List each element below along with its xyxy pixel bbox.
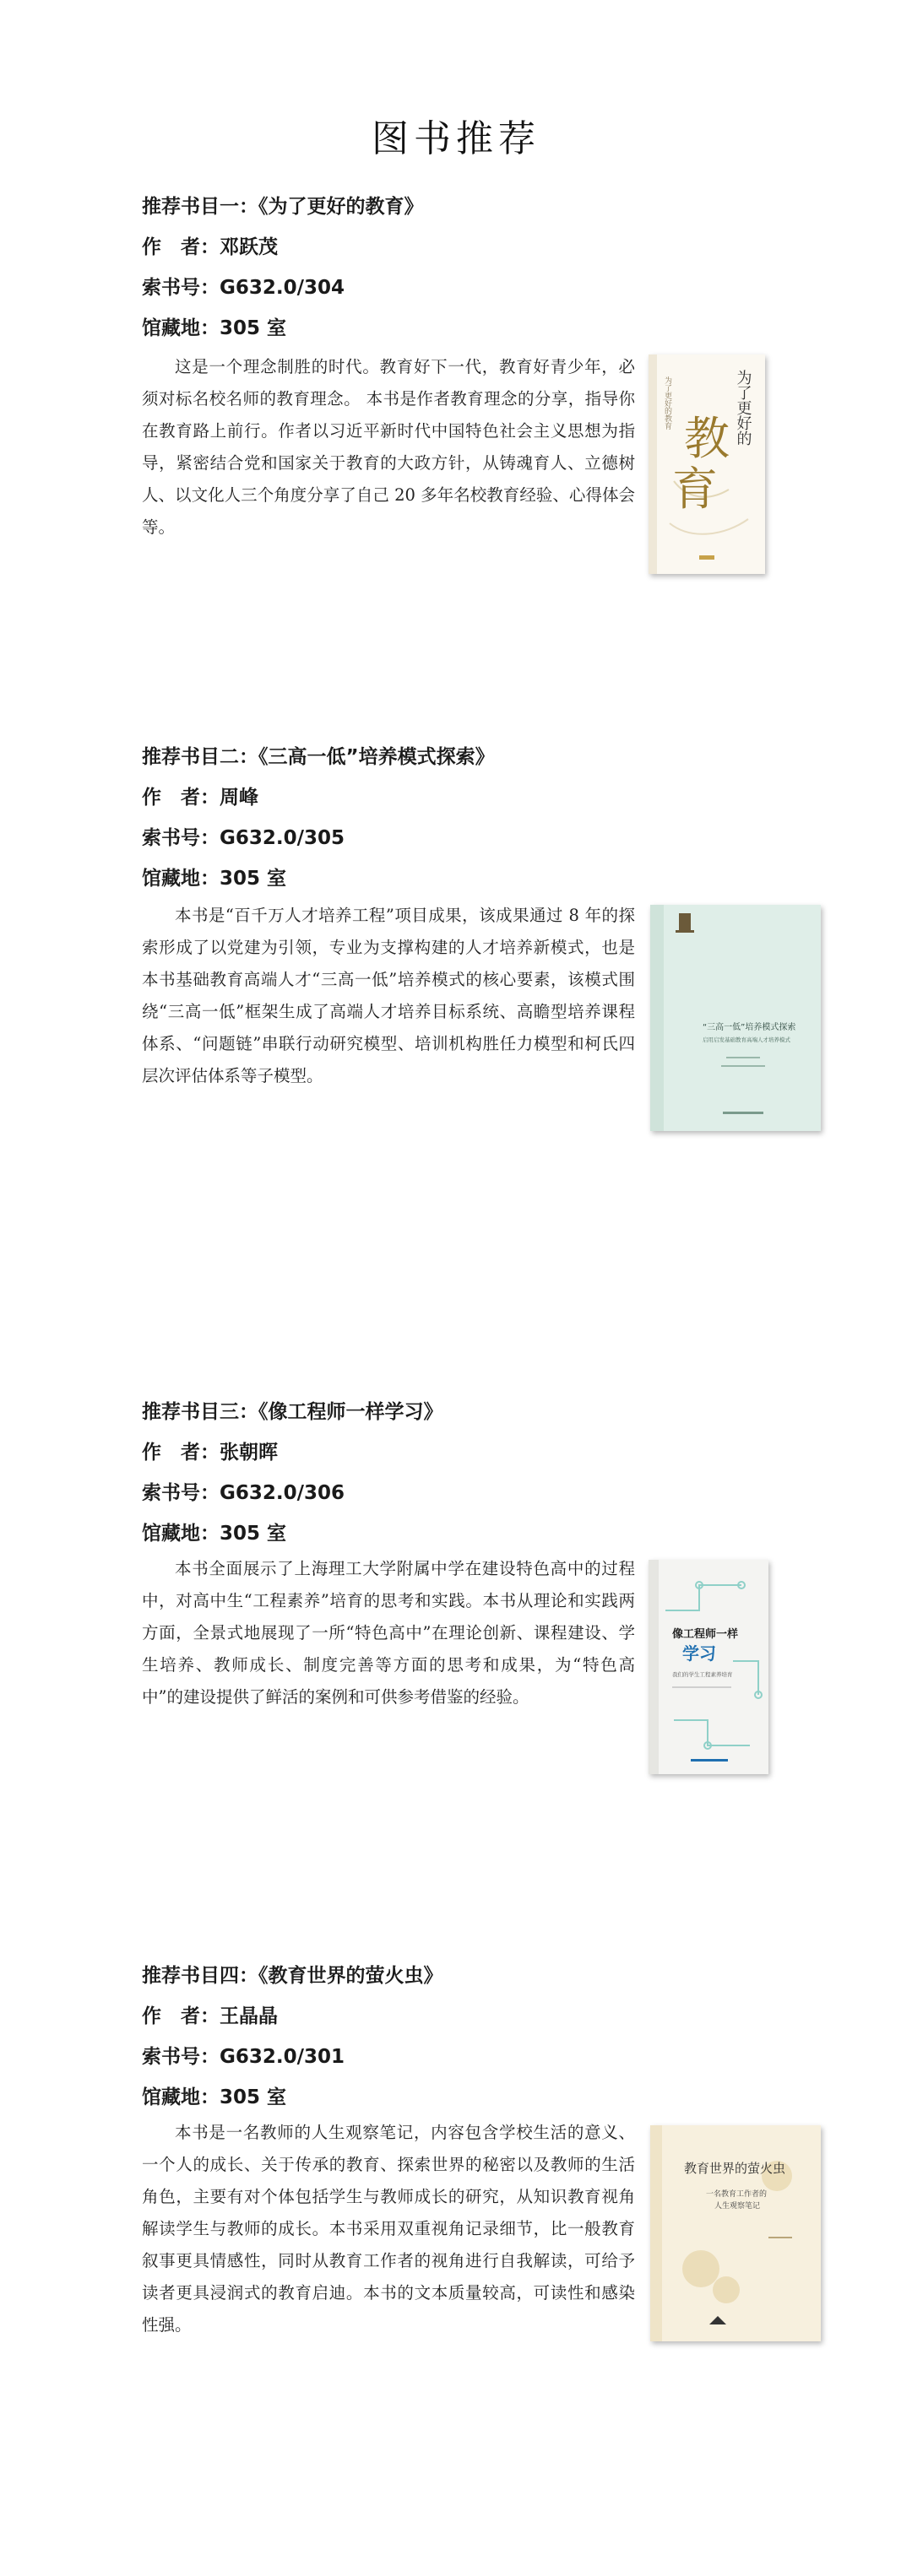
book-location <box>142 2081 286 2109</box>
author-value: 邓跃茂 <box>220 236 278 258</box>
cover-title-2: 学习 <box>682 1643 716 1664</box>
callno-label: 索书号： <box>142 277 220 299</box>
location-value: 305 室 <box>220 868 287 890</box>
callno-value: G632.0/304 <box>220 277 345 299</box>
book-location <box>142 863 286 890</box>
location-label: 馆藏地： <box>142 1523 220 1545</box>
cover-title-char-1: 教 <box>684 412 730 465</box>
book-location <box>142 1518 286 1545</box>
callno-value: G632.0/305 <box>220 827 345 849</box>
callno-label: 索书号： <box>142 1482 220 1504</box>
book-location <box>142 312 286 340</box>
page-title: 图书推荐 <box>372 117 540 160</box>
book-cover-1 <box>649 354 765 574</box>
book-callno <box>142 1477 345 1505</box>
cover-subtitle-1: 一名教育工作者的 <box>706 2190 768 2199</box>
book-description: 本书全面展示了上海理工大学附属中学在建设特色高中的过程中，对高中生“工程素养”培育的思考和实践。本书从理论和实践两方面，全景式地展现了一所“特色高中”在理论创新、课程建设、学生培养、教师成长、制度完善等方面的思考和成果，为“特色高中”的建设提供了鲜活的案例和可供参考借鉴的经验。 <box>142 1559 635 1707</box>
location-value: 305 室 <box>220 2086 287 2108</box>
cover-title: 教育世界的萤火虫 <box>684 2161 786 2176</box>
cover-subtitle: 启用启发基础教育高端人才培养模式 <box>703 1036 790 1043</box>
author-label: 作 者： <box>142 2005 220 2027</box>
book-description: 本书是“百千万人才培养工程”项目成果，该成果通过 8 年的探索形成了以党建为引领，专业为支撑构建的人才培养新模式，也是本书基础教育高端人才“三高一低”培养模式的核心要素，该模式围绕“三高一低”框架生成了高端人才培养目标系统、高瞻型培养课程体系、“问题链”串联行动研究模型、培训机构胜任力模型和柯氏四层次评估体系等子模型。 <box>142 906 635 1085</box>
callno-value: G632.0/306 <box>220 1482 345 1504</box>
book-heading: 推荐书目三：《像工程师一样学习》 <box>142 1401 443 1423</box>
cover-subtitle: 我们的学生工程素养培育 <box>672 1671 733 1678</box>
book-heading: 推荐书目二：《三高一低”培养模式探索》 <box>142 746 495 768</box>
book-callno <box>142 2041 345 2069</box>
cover-subtitle-2: 人生观察笔记 <box>714 2202 761 2211</box>
book-description: 这是一个理念制胜的时代。教育好下一代，教育好青少年，必须对标名校名师的教育理念。 本书是作者教育理念的分享，指导你在教育路上前行。作者以习近平新时代中国特色社会主义思想为指导，紧密结合党和国家关于教育的大政方针，从铸魂育人、立德树人、以文化人三个角度分享了自己 20 多年名校教育经验、心得体会等。 <box>142 357 635 537</box>
author-value: 王晶晶 <box>220 2005 278 2027</box>
book-author <box>142 1437 278 1464</box>
location-label: 馆藏地： <box>142 317 220 339</box>
book-cover-2 <box>650 905 821 1131</box>
book-cover-4 <box>650 2125 821 2341</box>
book-author <box>142 782 258 809</box>
book-author <box>142 231 278 259</box>
author-value: 周峰 <box>220 787 258 809</box>
book-author <box>142 2000 278 2028</box>
book-callno <box>142 822 345 850</box>
book-description: 本书是一名教师的人生观察笔记，内容包含学校生活的意义、一个人的成长、关于传承的教育、探索世界的秘密以及教师的生活角色，主要有对个体包括学生与教师成长的研究，从知识教育视角解读学生与教师的成长。本书采用双重视角记录细节，比一般教育叙事更具情感性，同时从教育工作者的视角进行自我解读，可给予读者更具浸润式的教育启迪。本书的文本质量较高，可读性和感染性强。 <box>142 2123 635 2335</box>
author-value: 张朝晖 <box>220 1442 278 1464</box>
book-callno <box>142 272 345 300</box>
book-heading: 推荐书目一：《为了更好的教育》 <box>142 196 424 218</box>
author-label: 作 者： <box>142 236 220 258</box>
callno-label: 索书号： <box>142 827 220 849</box>
cover-spine-text: 为了更好的教育 <box>663 376 671 430</box>
author-label: 作 者： <box>142 1442 220 1464</box>
location-label: 馆藏地： <box>142 868 220 890</box>
cover-subtitle: 为了更好的 <box>734 370 752 446</box>
book-heading: 推荐书目四：《教育世界的萤火虫》 <box>142 1965 443 1987</box>
cover-title-char-2: 育 <box>672 463 718 516</box>
cover-title: 像工程师一样 <box>672 1628 739 1641</box>
callno-value: G632.0/301 <box>220 2046 345 2068</box>
location-value: 305 室 <box>220 1523 287 1545</box>
author-label: 作 者： <box>142 787 220 809</box>
book-cover-3 <box>649 1560 768 1774</box>
cover-title: “三高一低”培养模式探索 <box>703 1023 796 1032</box>
callno-label: 索书号： <box>142 2046 220 2068</box>
location-value: 305 室 <box>220 317 287 339</box>
location-label: 馆藏地： <box>142 2086 220 2108</box>
